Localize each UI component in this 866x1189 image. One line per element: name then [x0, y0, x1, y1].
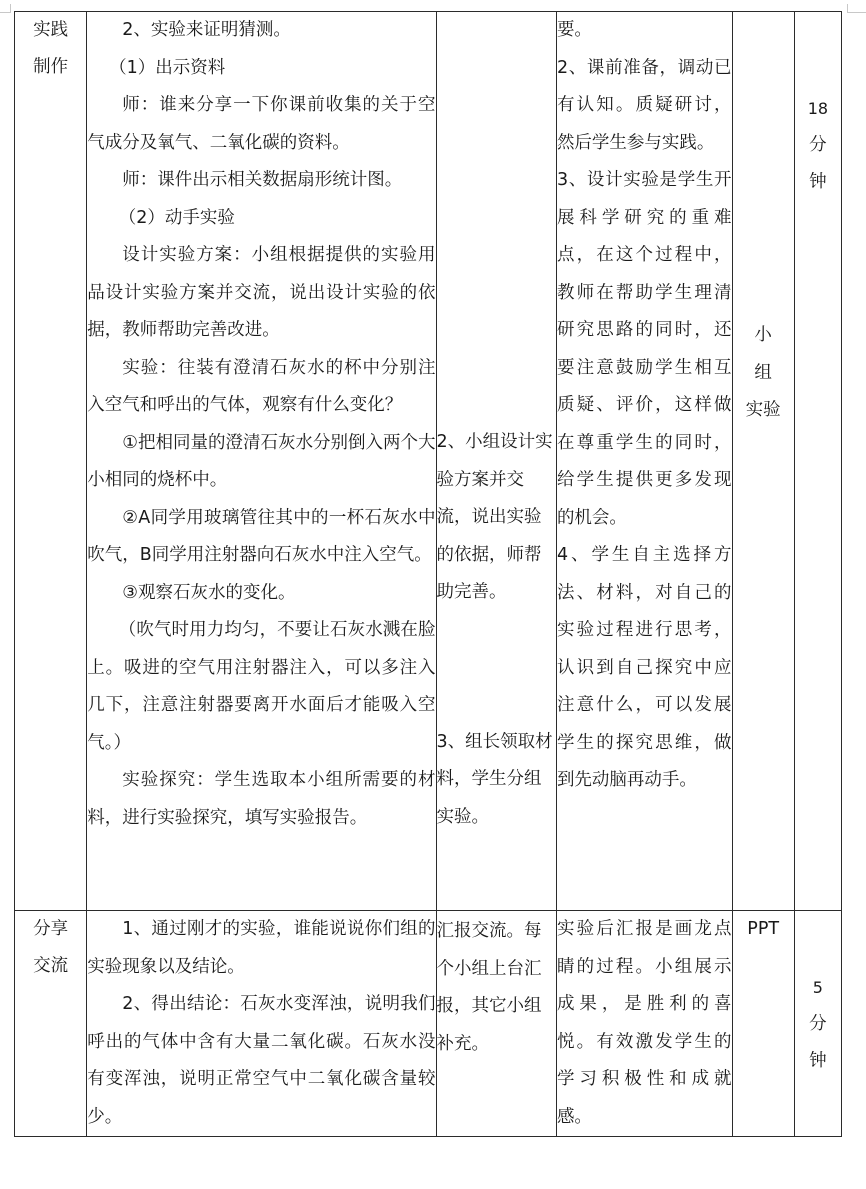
- teacher-activity-cell: [87, 12, 436, 911]
- stage-cell-share: [15, 911, 87, 1137]
- intent-paragraph: 4、学生自主选择方法、材料，对自己的实验过程进行思考，认识到自己探究中应注意什么，可以发展学生的探究思维，做到先动脑再动手。: [556, 545, 732, 790]
- time-number: 5: [812, 978, 823, 997]
- teacher-paragraph: 2、得出结论：石灰水变浑浊，说明我们呼出的气体中含有大量二氧化碳。石灰水没有变浑浊，说明正常空气中二氧化碳含量较少。: [87, 994, 436, 1127]
- student-activity-cell: [436, 12, 556, 911]
- media-cell-share: [732, 911, 794, 1137]
- table-row-share: [15, 911, 842, 1137]
- time-unit-line: 钟: [809, 1051, 827, 1071]
- time-number: 18: [807, 99, 829, 118]
- teacher-paragraph: ③观察石灰水的变化。: [122, 582, 296, 603]
- teacher-paragraph: 2、实验来证明猜测。: [122, 20, 291, 40]
- intent-paragraph: 实验后汇报是画龙点睛的过程。小组展示成果，是胜利的喜悦。有效激发学生的学习积极性和成就感。: [556, 919, 732, 1127]
- student-activity-cell: [436, 911, 556, 1137]
- teacher-paragraph: 实验探究：学生选取本小组所需要的材料，进行实验探究，填写实验报告。: [87, 770, 436, 828]
- page-corner-mark-right: [847, 4, 866, 13]
- intent-paragraph: 2、课前准备，调动已有认知。质疑研讨，然后学生参与实践。: [556, 57, 732, 153]
- stage-label-line: 分享: [33, 919, 69, 939]
- stage-label-line: 制作: [33, 57, 69, 77]
- media-label-line: 小组: [754, 325, 781, 383]
- student-paragraph: 3、组长领取材料，学生分组实验。: [436, 731, 553, 827]
- time-cell-share: [794, 911, 841, 1137]
- time-cell-practice: [794, 12, 841, 911]
- teacher-paragraph: （1）出示资料: [109, 57, 226, 78]
- teacher-paragraph: 设计实验方案：小组根据提供的实验用品设计实验方案并交流，说出设计实验的依据，教师帮助完善改进。: [87, 245, 436, 340]
- time-unit-line: 分: [809, 135, 827, 155]
- teacher-paragraph: （2）动手实验: [118, 207, 235, 228]
- design-intent-cell: [556, 12, 732, 911]
- lesson-plan-table: [14, 11, 842, 1137]
- time-unit-line: 分: [809, 1014, 827, 1034]
- teacher-paragraph: ①把相同量的澄清石灰水分别倒入两个大小相同的烧杯中。: [87, 432, 436, 490]
- teacher-paragraph: 师：谁来分享一下你课前收集的关于空气成分及氧气、二氧化碳的资料。: [87, 95, 436, 153]
- stage-label-line: 交流: [33, 956, 69, 976]
- teacher-paragraph: （吹气时用力均匀，不要让石灰水溅在脸上。吸进的空气用注射器注入，可以多注入几下，注意注射器要离开水面后才能吸入空气。）: [87, 620, 436, 753]
- teacher-paragraph: 师：课件出示相关数据扇形统计图。: [122, 170, 403, 190]
- stage-label-line: 实践: [33, 20, 69, 40]
- student-paragraph: 汇报交流。每个小组上台汇报，其它小组补充。: [436, 921, 542, 1054]
- intent-paragraph: 要。: [556, 20, 592, 40]
- teacher-paragraph: 实验：往装有澄清石灰水的杯中分别注入空气和呼出的气体，观察有什么变化？: [87, 357, 436, 415]
- intent-paragraph: 3、设计实验是学生开展科学研究的重难点，在这个过程中，教师在帮助学生理清研究思路的同时，还要注意鼓励学生相互质疑、评价，这样做在尊重学生的同时，给学生提供更多发现的机会。: [556, 170, 732, 528]
- teacher-activity-cell: [87, 911, 436, 1137]
- teacher-paragraph: 1、通过刚才的实验，谁能说说你们组的实验现象以及结论。: [87, 919, 436, 977]
- design-intent-cell: [556, 911, 732, 1137]
- stage-cell-practice: [15, 12, 87, 911]
- media-label-line: PPT: [747, 919, 780, 939]
- student-paragraph: 2、小组设计实验方案并交流，说出实验的依据，师帮助完善。: [436, 432, 553, 602]
- page-corner-mark-left: [0, 4, 11, 13]
- media-cell-practice: [732, 12, 794, 911]
- table-row-practice: [15, 12, 842, 911]
- time-unit-line: 钟: [809, 172, 827, 192]
- media-label-line: 实验: [745, 400, 781, 420]
- teacher-paragraph: ②A同学用玻璃管往其中的一杯石灰水中吹气，B同学用注射器向石灰水中注入空气。: [87, 507, 436, 565]
